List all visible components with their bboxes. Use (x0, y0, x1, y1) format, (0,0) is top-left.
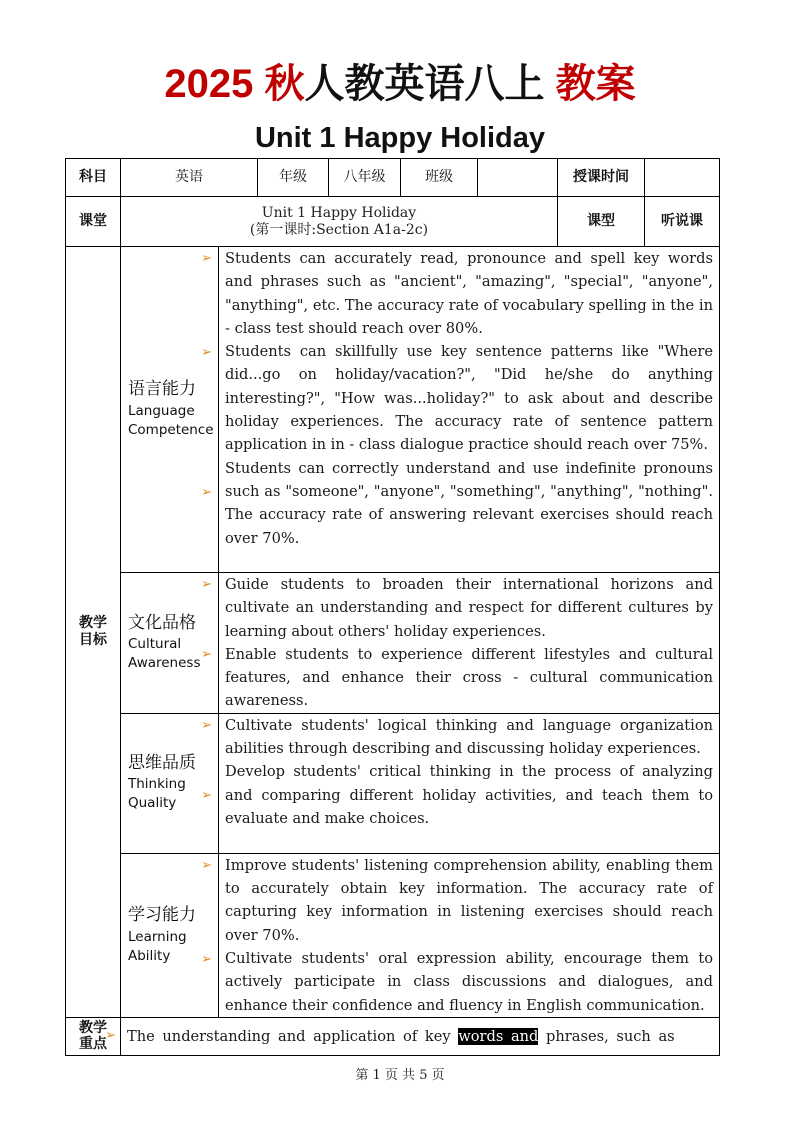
time-label: 授课时间 (558, 159, 645, 197)
bullet-arrow-icon: ➢ (105, 1027, 116, 1043)
class-value (478, 159, 558, 197)
objective-culture-row (66, 573, 720, 714)
language-category (121, 247, 219, 573)
objective-item: Cultivate students' logical thinking and language organization abilities through describing and discussing holiday experiences. (225, 716, 713, 758)
bullet-arrow-icon: ➢ (201, 345, 212, 360)
objective-item: Guide students to broaden their international horizons and cultivate an understanding and respect for different cultures by learning about others' holiday experiences. (225, 576, 713, 640)
type-value: 听说课 (645, 197, 720, 247)
time-value (645, 159, 720, 197)
page-footer: 第 1 页 共 5 页 (355, 1068, 445, 1083)
objective-item: Students can accurately read, pronounce and spell key words and phrases such as "ancient", "amazing", "special", "anyone", "anything", etc. The accuracy rate of vocabulary spelling in the in - class test should reach over 80%. (225, 250, 713, 337)
lesson-plan-table (65, 158, 720, 1056)
learning-category (121, 853, 219, 1017)
lesson-label: 课堂 (66, 197, 121, 247)
bullet-arrow-icon: ➢ (201, 485, 212, 500)
objective-language-row (66, 247, 720, 573)
thinking-en-1: Thinking (128, 776, 186, 793)
thinking-en-2: Quality (128, 795, 177, 812)
bullet-arrow-icon: ➢ (201, 951, 212, 967)
info-row (66, 159, 720, 197)
language-zh: 语言能力 (128, 379, 196, 400)
lesson-line-1: Unit 1 Happy Holiday (261, 204, 417, 221)
lesson-row (66, 197, 720, 247)
key-points-content: The understanding and application of key words and phrases, such as (121, 1017, 720, 1055)
bullet-arrow-icon: ➢ (201, 251, 212, 266)
highlighted-text: words and (458, 1027, 539, 1045)
grade-label: 年级 (258, 159, 329, 197)
culture-zh: 文化品格 (128, 612, 196, 633)
thinking-content (219, 713, 720, 853)
culture-content (219, 573, 720, 714)
subject-value: 英语 (121, 159, 258, 197)
objective-item: Improve students' listening comprehension ability, enabling them to accurately obtain key information. The accuracy rate of capturing key information in listening exercises should reach over 70%. (225, 856, 713, 944)
grade-value: 八年级 (329, 159, 401, 197)
learning-en-2: Ability (128, 947, 171, 964)
page-title: 2025 秋人教英语八上 教案 (164, 62, 636, 106)
learning-content (219, 853, 720, 1017)
language-en-2: Competence (128, 421, 214, 438)
bullet-arrow-icon: ➢ (201, 857, 212, 873)
objective-item: Students can skillfully use key sentence patterns like "Where did...go on holiday/vacation?", "Did he/she do anything interesting?", "How was...holiday?" to ask about and describe holiday experiences. The accuracy rate of sentence pattern application in in - class dialogue practice should reach over 75%. (225, 343, 713, 454)
language-content (219, 247, 720, 573)
objective-item: Students can correctly understand and use indefinite pronouns such as "someone", "anyone", "something", "anything", "nothing". The accuracy rate of answering relevant exercises should reach over 70%. (225, 459, 713, 547)
bullet-arrow-icon: ➢ (201, 717, 212, 733)
lesson-line-2: (第一课时:Section A1a-2c) (249, 221, 429, 238)
thinking-category (121, 713, 219, 853)
bullet-arrow-icon: ➢ (201, 787, 212, 803)
learning-zh: 学习能力 (128, 905, 196, 926)
objective-item: Cultivate students' oral expression ability, encourage them to actively participate in class discussions and dialogues, and enhance their confidence and fluency in English communication. (225, 949, 713, 1014)
objectives-label: 教学目标 (66, 247, 121, 1018)
key-points-label: 教学重点 ➢ (66, 1017, 121, 1055)
culture-category (121, 573, 219, 714)
type-label: 课型 (558, 197, 645, 247)
culture-en-2: Awareness (128, 655, 201, 672)
objective-learning-row (66, 853, 720, 1017)
objective-thinking-row (66, 713, 720, 853)
bullet-arrow-icon: ➢ (201, 577, 212, 592)
subject-label: 科目 (66, 159, 121, 197)
key-points-row (66, 1017, 720, 1055)
class-label: 班级 (401, 159, 478, 197)
objective-item: Enable students to experience different lifestyles and cultural features, and enhance their cross - cultural communication awareness. (225, 645, 713, 710)
bullet-arrow-icon: ➢ (201, 647, 212, 662)
thinking-zh: 思维品质 (128, 753, 196, 774)
language-en-1: Language (128, 402, 195, 419)
learning-en-1: Learning (128, 928, 187, 945)
culture-en-1: Cultural (128, 636, 182, 653)
unit-subtitle: Unit 1 Happy Holiday (254, 122, 546, 154)
objective-item: Develop students' critical thinking in the process of analyzing and comparing different holiday activities, and teach them to evaluate and make choices. (225, 763, 713, 827)
lesson-title (121, 197, 558, 247)
